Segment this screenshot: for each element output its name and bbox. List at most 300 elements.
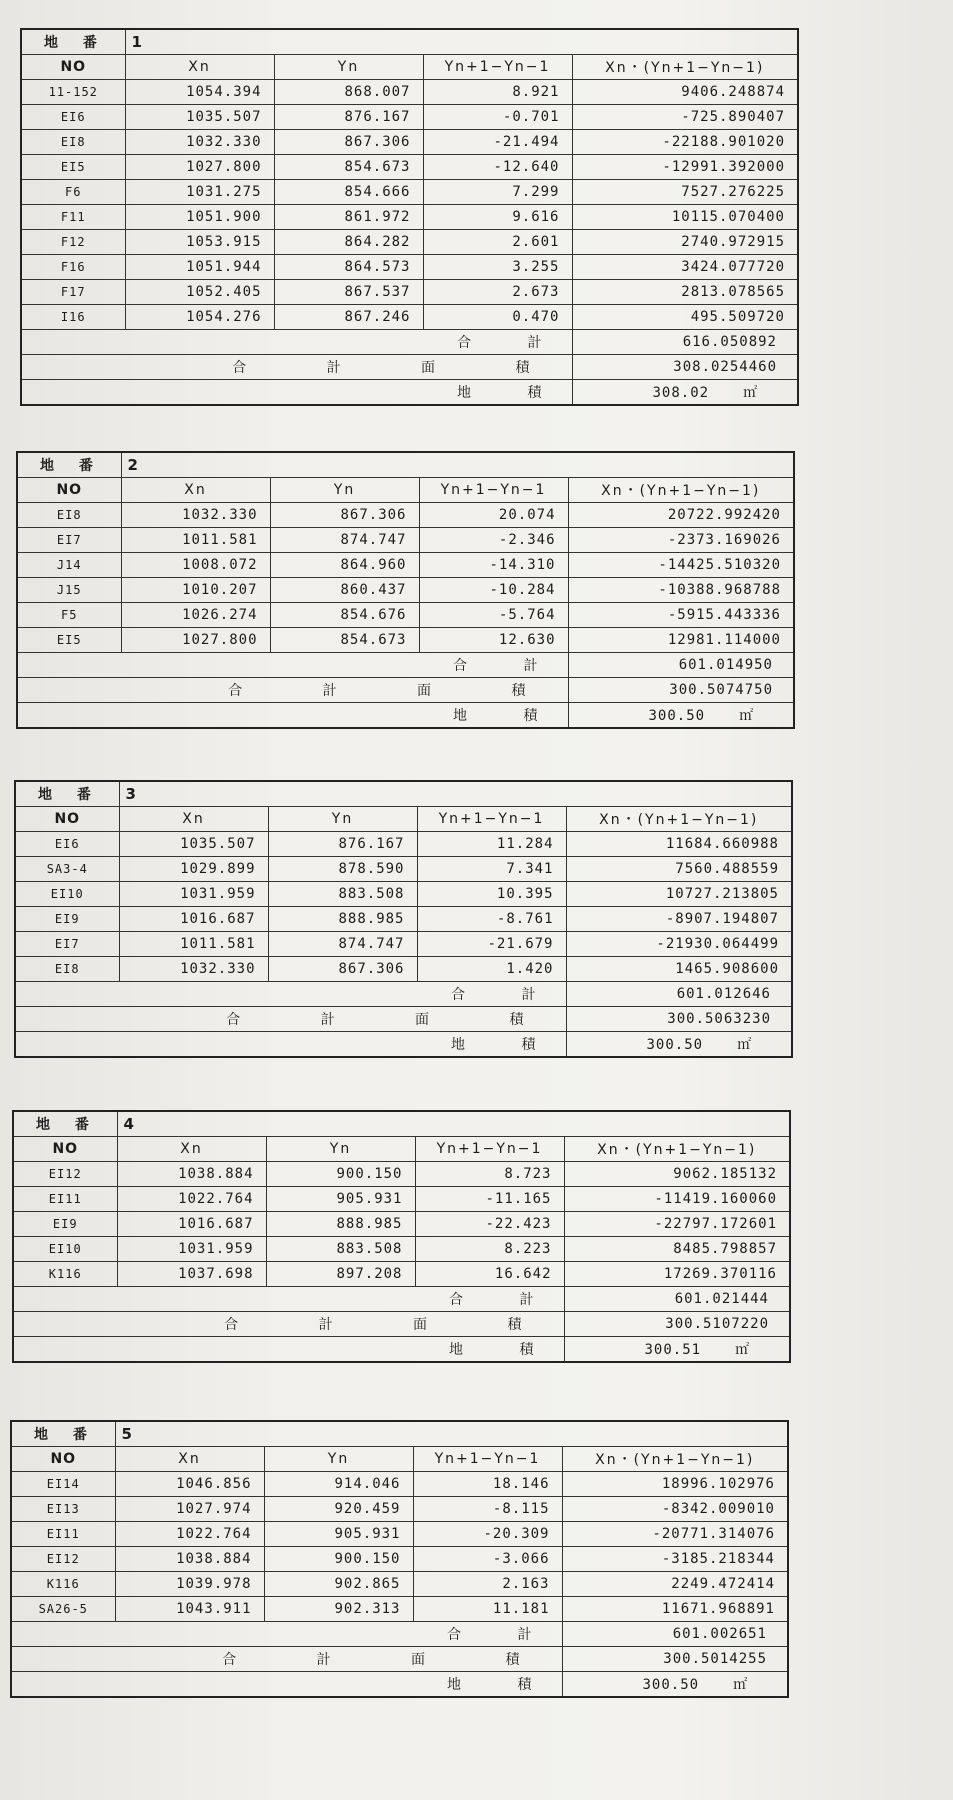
- land-area-cell: [562, 1672, 788, 1698]
- land-area-value: 300.51: [644, 1342, 702, 1358]
- product-cell: -5915.443336: [568, 603, 794, 628]
- column-header-yn: Yn: [270, 478, 419, 503]
- xn-cell: 1016.687: [119, 907, 268, 932]
- xn-cell: 1031.959: [117, 1237, 266, 1262]
- parcel-number: 4: [117, 1111, 790, 1137]
- point-id-cell: EI5: [17, 628, 121, 653]
- table-row: [13, 1212, 790, 1237]
- xn-cell: 1032.330: [119, 957, 268, 982]
- total-row: [11, 1622, 788, 1647]
- product-cell: -21930.064499: [566, 932, 792, 957]
- table-row: [21, 130, 798, 155]
- diff-cell: 2.673: [423, 280, 572, 305]
- square-meter-unit: ㎡: [743, 385, 758, 401]
- total-value: 601.012646: [566, 982, 792, 1007]
- product-cell: -20771.314076: [562, 1522, 788, 1547]
- yn-cell: 874.747: [268, 932, 417, 957]
- product-cell: 7560.488559: [566, 857, 792, 882]
- diff-cell: 18.146: [413, 1472, 562, 1497]
- yn-cell: 867.537: [274, 280, 423, 305]
- yn-cell: 854.673: [270, 628, 419, 653]
- diff-cell: -8.115: [413, 1497, 562, 1522]
- diff-cell: -14.310: [419, 553, 568, 578]
- land-area-value: 300.50: [648, 708, 706, 724]
- xn-cell: 1054.394: [125, 80, 274, 105]
- table-row: [21, 180, 798, 205]
- xn-cell: 1010.207: [121, 578, 270, 603]
- table-row: [11, 1572, 788, 1597]
- column-header-xn: Xn: [125, 55, 274, 80]
- product-cell: 9406.248874: [572, 80, 798, 105]
- diff-cell: 2.601: [423, 230, 572, 255]
- parcel-header-row: [13, 1111, 790, 1137]
- yn-cell: 860.437: [270, 578, 419, 603]
- total-area-row: [17, 678, 794, 703]
- diff-cell: -21.494: [423, 130, 572, 155]
- total-area-label: 合 計 面 積: [11, 1647, 562, 1672]
- parcel-table-1: [20, 28, 799, 406]
- total-area-value: 300.5014255: [562, 1647, 788, 1672]
- table-row: [13, 1187, 790, 1212]
- point-id-cell: EI9: [13, 1212, 117, 1237]
- product-cell: -22188.901020: [572, 130, 798, 155]
- total-area-row: [13, 1312, 790, 1337]
- table-row: [11, 1547, 788, 1572]
- diff-cell: 0.470: [423, 305, 572, 330]
- table-row: [15, 832, 792, 857]
- yn-cell: 867.246: [274, 305, 423, 330]
- yn-cell: 864.282: [274, 230, 423, 255]
- parcel-label: 地 番: [11, 1421, 115, 1447]
- land-area-row: [17, 703, 794, 729]
- yn-cell: 874.747: [270, 528, 419, 553]
- product-cell: -12991.392000: [572, 155, 798, 180]
- total-area-row: [15, 1007, 792, 1032]
- yn-cell: 920.459: [264, 1497, 413, 1522]
- table-row: [15, 957, 792, 982]
- xn-cell: 1054.276: [125, 305, 274, 330]
- point-id-cell: EI11: [11, 1522, 115, 1547]
- product-cell: 18996.102976: [562, 1472, 788, 1497]
- total-value: 601.021444: [564, 1287, 790, 1312]
- point-id-cell: EI13: [11, 1497, 115, 1522]
- column-header-product: Xn・(Yn+1−Yn−1): [562, 1447, 788, 1472]
- diff-cell: 8.723: [415, 1162, 564, 1187]
- diff-cell: 7.299: [423, 180, 572, 205]
- point-id-cell: I16: [21, 305, 125, 330]
- product-cell: 1465.908600: [566, 957, 792, 982]
- total-area-label: 合 計 面 積: [17, 678, 568, 703]
- total-area-value: 308.0254460: [572, 355, 798, 380]
- column-header-yn: Yn: [274, 55, 423, 80]
- land-area-label: 地 積: [15, 1032, 566, 1058]
- total-label: 合 計: [11, 1622, 562, 1647]
- column-header-xn: Xn: [117, 1137, 266, 1162]
- point-id-cell: K116: [11, 1572, 115, 1597]
- total-row: [17, 653, 794, 678]
- land-area-row: [21, 380, 798, 406]
- total-row: [13, 1287, 790, 1312]
- point-id-cell: F12: [21, 230, 125, 255]
- land-area-label: 地 積: [11, 1672, 562, 1698]
- column-header-xn: Xn: [115, 1447, 264, 1472]
- xn-cell: 1029.899: [119, 857, 268, 882]
- parcel-label: 地 番: [17, 452, 121, 478]
- column-header-product: Xn・(Yn+1−Yn−1): [566, 807, 792, 832]
- column-header-no: NO: [21, 55, 125, 80]
- total-row: [21, 330, 798, 355]
- table-row: [11, 1497, 788, 1522]
- parcel-header-row: [15, 781, 792, 807]
- point-id-cell: EI7: [17, 528, 121, 553]
- diff-cell: -20.309: [413, 1522, 562, 1547]
- product-cell: 495.509720: [572, 305, 798, 330]
- table-row: [21, 155, 798, 180]
- table-row: [11, 1472, 788, 1497]
- xn-cell: 1038.884: [117, 1162, 266, 1187]
- parcel-number: 3: [119, 781, 792, 807]
- point-id-cell: EI7: [15, 932, 119, 957]
- point-id-cell: EI8: [17, 503, 121, 528]
- land-area-cell: [572, 380, 798, 406]
- table-row: [17, 578, 794, 603]
- parcel-header-row: [11, 1421, 788, 1447]
- column-header-yn: Yn: [264, 1447, 413, 1472]
- point-id-cell: EI9: [15, 907, 119, 932]
- diff-cell: -0.701: [423, 105, 572, 130]
- total-value: 601.002651: [562, 1622, 788, 1647]
- land-area-cell: [564, 1337, 790, 1363]
- total-area-label: 合 計 面 積: [15, 1007, 566, 1032]
- table-row: [21, 205, 798, 230]
- column-header-product: Xn・(Yn+1−Yn−1): [572, 55, 798, 80]
- table-row: [17, 628, 794, 653]
- table-row: [17, 503, 794, 528]
- point-id-cell: F17: [21, 280, 125, 305]
- xn-cell: 1027.800: [121, 628, 270, 653]
- point-id-cell: EI11: [13, 1187, 117, 1212]
- total-area-value: 300.5063230: [566, 1007, 792, 1032]
- land-area-label: 地 積: [17, 703, 568, 729]
- diff-cell: 12.630: [419, 628, 568, 653]
- column-header-no: NO: [11, 1447, 115, 1472]
- diff-cell: -21.679: [417, 932, 566, 957]
- land-area-row: [15, 1032, 792, 1058]
- land-area-label: 地 積: [13, 1337, 564, 1363]
- xn-cell: 1031.275: [125, 180, 274, 205]
- yn-cell: 914.046: [264, 1472, 413, 1497]
- total-value: 616.050892: [572, 330, 798, 355]
- land-area-cell: [568, 703, 794, 729]
- table-row: [15, 907, 792, 932]
- yn-cell: 888.985: [266, 1212, 415, 1237]
- square-meter-unit: ㎡: [739, 708, 754, 724]
- yn-cell: 867.306: [268, 957, 417, 982]
- product-cell: -22797.172601: [564, 1212, 790, 1237]
- column-header-no: NO: [15, 807, 119, 832]
- product-cell: -14425.510320: [568, 553, 794, 578]
- yn-cell: 868.007: [274, 80, 423, 105]
- diff-cell: 3.255: [423, 255, 572, 280]
- xn-cell: 1038.884: [115, 1547, 264, 1572]
- yn-cell: 883.508: [266, 1237, 415, 1262]
- yn-cell: 905.931: [266, 1187, 415, 1212]
- xn-cell: 1043.911: [115, 1597, 264, 1622]
- diff-cell: -12.640: [423, 155, 572, 180]
- parcel-label: 地 番: [13, 1111, 117, 1137]
- diff-cell: -3.066: [413, 1547, 562, 1572]
- point-id-cell: EI6: [21, 105, 125, 130]
- xn-cell: 1035.507: [119, 832, 268, 857]
- parcel-number: 5: [115, 1421, 788, 1447]
- total-area-label: 合 計 面 積: [13, 1312, 564, 1337]
- product-cell: 8485.798857: [564, 1237, 790, 1262]
- parcel-header-row: [17, 452, 794, 478]
- column-header-row: [11, 1447, 788, 1472]
- column-header-diff: Yn+1−Yn−1: [413, 1447, 562, 1472]
- product-cell: 2813.078565: [572, 280, 798, 305]
- diff-cell: -2.346: [419, 528, 568, 553]
- point-id-cell: SA3-4: [15, 857, 119, 882]
- table-row: [17, 528, 794, 553]
- xn-cell: 1051.944: [125, 255, 274, 280]
- point-id-cell: F6: [21, 180, 125, 205]
- point-id-cell: F11: [21, 205, 125, 230]
- product-cell: 10115.070400: [572, 205, 798, 230]
- column-header-product: Xn・(Yn+1−Yn−1): [568, 478, 794, 503]
- xn-cell: 1031.959: [119, 882, 268, 907]
- point-id-cell: EI8: [21, 130, 125, 155]
- xn-cell: 1051.900: [125, 205, 274, 230]
- diff-cell: 9.616: [423, 205, 572, 230]
- column-header-xn: Xn: [119, 807, 268, 832]
- total-value: 601.014950: [568, 653, 794, 678]
- xn-cell: 1032.330: [121, 503, 270, 528]
- product-cell: -8907.194807: [566, 907, 792, 932]
- total-row: [15, 982, 792, 1007]
- diff-cell: 10.395: [417, 882, 566, 907]
- diff-cell: 20.074: [419, 503, 568, 528]
- diff-cell: 8.223: [415, 1237, 564, 1262]
- yn-cell: 867.306: [270, 503, 419, 528]
- xn-cell: 1039.978: [115, 1572, 264, 1597]
- total-label: 合 計: [21, 330, 572, 355]
- table-row: [21, 255, 798, 280]
- yn-cell: 864.573: [274, 255, 423, 280]
- xn-cell: 1035.507: [125, 105, 274, 130]
- diff-cell: -10.284: [419, 578, 568, 603]
- column-header-no: NO: [13, 1137, 117, 1162]
- diff-cell: -22.423: [415, 1212, 564, 1237]
- parcel-table-2: [16, 451, 795, 729]
- table-row: [13, 1262, 790, 1287]
- diff-cell: 7.341: [417, 857, 566, 882]
- table-row: [11, 1597, 788, 1622]
- yn-cell: 900.150: [266, 1162, 415, 1187]
- xn-cell: 1016.687: [117, 1212, 266, 1237]
- diff-cell: 11.284: [417, 832, 566, 857]
- yn-cell: 854.676: [270, 603, 419, 628]
- diff-cell: -11.165: [415, 1187, 564, 1212]
- parcel-number: 1: [125, 29, 798, 55]
- point-id-cell: K116: [13, 1262, 117, 1287]
- column-header-diff: Yn+1−Yn−1: [417, 807, 566, 832]
- product-cell: 11684.660988: [566, 832, 792, 857]
- yn-cell: 878.590: [268, 857, 417, 882]
- parcel-header-row: [21, 29, 798, 55]
- table-row: [15, 882, 792, 907]
- land-area-label: 地 積: [21, 380, 572, 406]
- product-cell: -10388.968788: [568, 578, 794, 603]
- land-area-value: 308.02: [652, 385, 710, 401]
- product-cell: 20722.992420: [568, 503, 794, 528]
- land-area-row: [11, 1672, 788, 1698]
- point-id-cell: EI5: [21, 155, 125, 180]
- xn-cell: 1022.764: [117, 1187, 266, 1212]
- yn-cell: 876.167: [268, 832, 417, 857]
- xn-cell: 1027.800: [125, 155, 274, 180]
- product-cell: -2373.169026: [568, 528, 794, 553]
- point-id-cell: EI12: [11, 1547, 115, 1572]
- table-row: [21, 230, 798, 255]
- product-cell: -11419.160060: [564, 1187, 790, 1212]
- land-area-value: 300.50: [646, 1037, 704, 1053]
- product-cell: 9062.185132: [564, 1162, 790, 1187]
- product-cell: 10727.213805: [566, 882, 792, 907]
- xn-cell: 1011.581: [119, 932, 268, 957]
- product-cell: 12981.114000: [568, 628, 794, 653]
- xn-cell: 1008.072: [121, 553, 270, 578]
- yn-cell: 905.931: [264, 1522, 413, 1547]
- diff-cell: -8.761: [417, 907, 566, 932]
- total-label: 合 計: [17, 653, 568, 678]
- total-label: 合 計: [15, 982, 566, 1007]
- point-id-cell: EI6: [15, 832, 119, 857]
- yn-cell: 883.508: [268, 882, 417, 907]
- point-id-cell: J14: [17, 553, 121, 578]
- point-id-cell: SA26-5: [11, 1597, 115, 1622]
- table-row: [15, 857, 792, 882]
- product-cell: 2740.972915: [572, 230, 798, 255]
- xn-cell: 1037.698: [117, 1262, 266, 1287]
- diff-cell: -5.764: [419, 603, 568, 628]
- column-header-row: [21, 55, 798, 80]
- xn-cell: 1022.764: [115, 1522, 264, 1547]
- xn-cell: 1027.974: [115, 1497, 264, 1522]
- yn-cell: 888.985: [268, 907, 417, 932]
- table-row: [13, 1237, 790, 1262]
- table-row: [17, 553, 794, 578]
- column-header-diff: Yn+1−Yn−1: [415, 1137, 564, 1162]
- total-area-value: 300.5107220: [564, 1312, 790, 1337]
- parcel-number: 2: [121, 452, 794, 478]
- product-cell: -3185.218344: [562, 1547, 788, 1572]
- total-label: 合 計: [13, 1287, 564, 1312]
- yn-cell: 902.865: [264, 1572, 413, 1597]
- yn-cell: 900.150: [264, 1547, 413, 1572]
- column-header-xn: Xn: [121, 478, 270, 503]
- product-cell: -725.890407: [572, 105, 798, 130]
- point-id-cell: EI10: [15, 882, 119, 907]
- yn-cell: 854.673: [274, 155, 423, 180]
- yn-cell: 867.306: [274, 130, 423, 155]
- square-meter-unit: ㎡: [733, 1677, 748, 1693]
- point-id-cell: EI10: [13, 1237, 117, 1262]
- point-id-cell: 11-152: [21, 80, 125, 105]
- table-row: [13, 1162, 790, 1187]
- total-area-value: 300.5074750: [568, 678, 794, 703]
- diff-cell: 1.420: [417, 957, 566, 982]
- point-id-cell: J15: [17, 578, 121, 603]
- xn-cell: 1011.581: [121, 528, 270, 553]
- table-row: [17, 603, 794, 628]
- table-row: [15, 932, 792, 957]
- diff-cell: 16.642: [415, 1262, 564, 1287]
- column-header-yn: Yn: [266, 1137, 415, 1162]
- total-area-label: 合 計 面 積: [21, 355, 572, 380]
- xn-cell: 1053.915: [125, 230, 274, 255]
- product-cell: 7527.276225: [572, 180, 798, 205]
- column-header-row: [15, 807, 792, 832]
- column-header-product: Xn・(Yn+1−Yn−1): [564, 1137, 790, 1162]
- table-row: [21, 280, 798, 305]
- yn-cell: 897.208: [266, 1262, 415, 1287]
- square-meter-unit: ㎡: [735, 1342, 750, 1358]
- table-row: [21, 80, 798, 105]
- table-row: [11, 1522, 788, 1547]
- product-cell: -8342.009010: [562, 1497, 788, 1522]
- point-id-cell: EI14: [11, 1472, 115, 1497]
- product-cell: 11671.968891: [562, 1597, 788, 1622]
- land-area-cell: [566, 1032, 792, 1058]
- column-header-row: [17, 478, 794, 503]
- product-cell: 3424.077720: [572, 255, 798, 280]
- parcel-label: 地 番: [15, 781, 119, 807]
- diff-cell: 8.921: [423, 80, 572, 105]
- parcel-table-3: [14, 780, 793, 1058]
- xn-cell: 1032.330: [125, 130, 274, 155]
- point-id-cell: F16: [21, 255, 125, 280]
- land-area-value: 300.50: [642, 1677, 700, 1693]
- parcel-label: 地 番: [21, 29, 125, 55]
- point-id-cell: F5: [17, 603, 121, 628]
- column-header-no: NO: [17, 478, 121, 503]
- xn-cell: 1026.274: [121, 603, 270, 628]
- yn-cell: 854.666: [274, 180, 423, 205]
- column-header-row: [13, 1137, 790, 1162]
- column-header-yn: Yn: [268, 807, 417, 832]
- table-row: [21, 305, 798, 330]
- diff-cell: 2.163: [413, 1572, 562, 1597]
- product-cell: 17269.370116: [564, 1262, 790, 1287]
- parcel-table-4: [12, 1110, 791, 1363]
- point-id-cell: EI12: [13, 1162, 117, 1187]
- yn-cell: 864.960: [270, 553, 419, 578]
- column-header-diff: Yn+1−Yn−1: [423, 55, 572, 80]
- land-area-row: [13, 1337, 790, 1363]
- point-id-cell: EI8: [15, 957, 119, 982]
- square-meter-unit: ㎡: [737, 1037, 752, 1053]
- xn-cell: 1052.405: [125, 280, 274, 305]
- total-area-row: [21, 355, 798, 380]
- yn-cell: 902.313: [264, 1597, 413, 1622]
- diff-cell: 11.181: [413, 1597, 562, 1622]
- yn-cell: 876.167: [274, 105, 423, 130]
- total-area-row: [11, 1647, 788, 1672]
- xn-cell: 1046.856: [115, 1472, 264, 1497]
- column-header-diff: Yn+1−Yn−1: [419, 478, 568, 503]
- yn-cell: 861.972: [274, 205, 423, 230]
